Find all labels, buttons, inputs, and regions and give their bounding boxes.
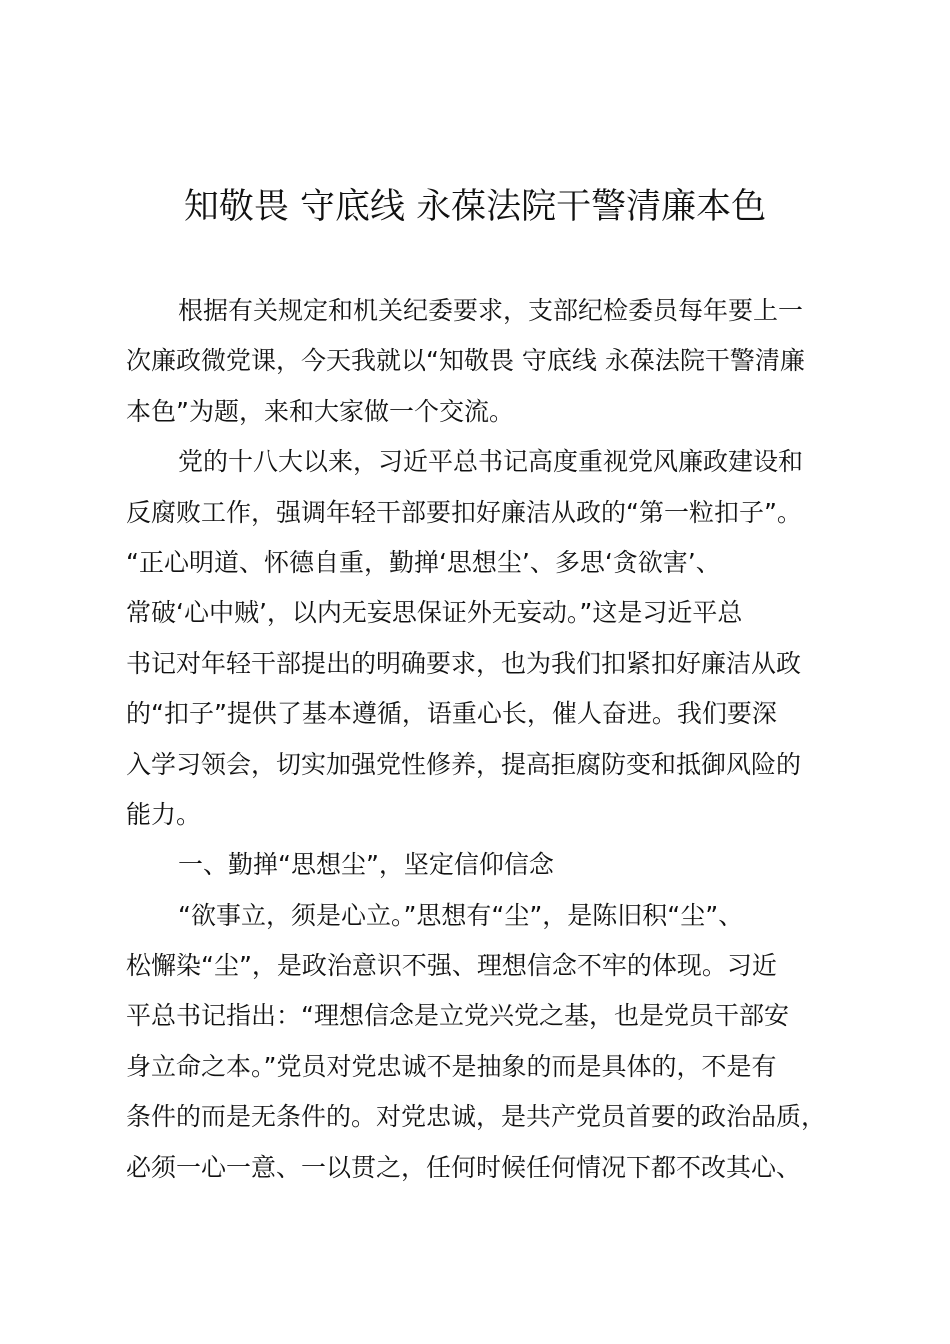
paragraph-line: 党的十八大以来，习近平总书记高度重视党风廉政建设和	[178, 447, 804, 477]
paragraph-line: 书记对年轻干部提出的明确要求，也为我们扣紧扣好廉洁从政	[126, 648, 802, 678]
paragraph-line: 本色”为题，来和大家做一个交流。	[126, 396, 514, 426]
paragraph-line: “欲事立，须是心立。”思想有“尘”，是陈旧积“尘”、	[178, 900, 744, 930]
section-heading: 一、勤掸“思想尘”，坚定信仰信念	[178, 850, 554, 880]
paragraph-line: 入学习领会，切实加强党性修养，提高拒腐防变和抵御风险的	[126, 749, 802, 779]
paragraph-line: 次廉政微党课，今天我就以“知敬畏 守底线 永葆法院干警清廉	[126, 346, 805, 376]
paragraph-line: 平总书记指出：“理想信念是立党兴党之基，也是党员干部安	[126, 1001, 789, 1031]
paragraph-line: 根据有关规定和机关纪委要求，支部纪检委员每年要上一	[178, 296, 804, 325]
paragraph-line: 能力。	[126, 799, 202, 829]
document-title: 知敬畏 守底线 永葆法院干警清廉本色	[183, 187, 767, 227]
paragraph-line: 身立命之本。”党员对党忠诚不是抽象的而是具体的，不是有	[126, 1051, 777, 1081]
paragraph-line: 常破‘心中贼’，以内无妄思保证外无妄动。”这是习近平总	[126, 598, 743, 628]
paragraph-line: 松懈染“尘”，是政治意识不强、理想信念不牢的体现。习近	[126, 951, 777, 981]
paragraph-line: 必须一心一意、一以贯之，任何时候任何情况下都不改其心、	[126, 1152, 802, 1182]
paragraph-line: 的“扣子”提供了基本遵循，语重心长，催人奋进。我们要深	[126, 699, 777, 729]
document-body	[126, 286, 846, 1193]
paragraph-line: 反腐败工作，强调年轻干部要扣好廉洁从政的“第一粒扣子”。	[126, 497, 802, 527]
paragraph-line: “正心明道、怀德自重，勤掸‘思想尘’、多思‘贪欲害’、	[126, 547, 721, 577]
paragraph-line: 条件的而是无条件的。对党忠诚，是共产党员首要的政治品质，	[126, 1102, 827, 1132]
